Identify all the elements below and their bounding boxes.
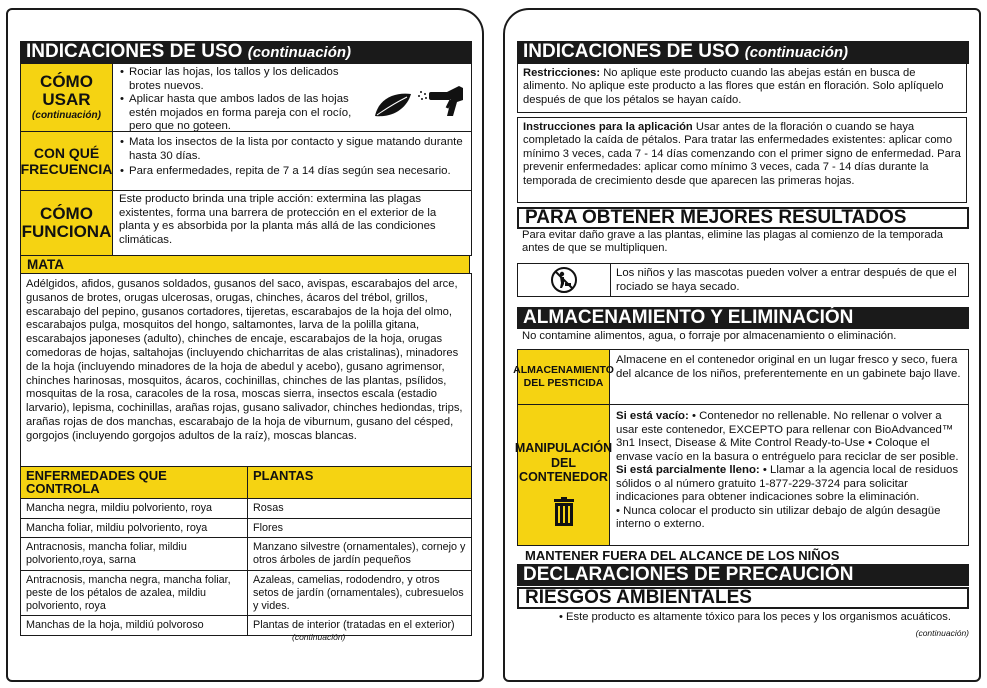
precaucion-title: DECLARACIONES DE PRECAUCIÓN	[517, 564, 969, 586]
como-usar-bullet-2: • Aplicar hasta que ambos lados de las hojas estén mojados en forma pareja con el rocío, pero que no goteen.	[119, 93, 371, 134]
funciona-label-l2: FUNCIONA	[21, 222, 112, 241]
almac-title: ALMACENAMIENTO Y ELIMINACIÓN	[517, 307, 969, 329]
frecuencia-text	[119, 136, 467, 179]
ninos-box	[517, 263, 969, 297]
mata-box	[20, 273, 472, 467]
left-continued: (continuación)	[292, 632, 346, 642]
manipulacion-label	[514, 405, 613, 545]
table-cell: Antracnosis, mancha foliar, mildiu polvoriento,roya, sarna	[21, 538, 248, 571]
table-cell: Manzano silvestre (ornamentales), cornejo y otros árboles de jardín pequeños	[248, 538, 472, 571]
table-header-plants: PLANTAS	[248, 467, 472, 499]
funciona-text: Este producto brinda una triple acción: extermina las plagas existentes, forma una barrera de protección en el exterior de la planta y es absorbida por la planta más allá de las condiciones climáticas.	[119, 193, 437, 246]
no-children-pets-icon	[550, 266, 578, 294]
table-cell: Azaleas, camelias, rododendro, y otros setos de jardín (ornamentales), cubresuelos y vides.	[248, 571, 472, 616]
mejores-title: PARA OBTENER MEJORES RESULTADOS	[517, 207, 969, 229]
vacio-text: • Contenedor no rellenable. No rellenar o volver a usar este contenedor, EXCEPTO para rellenar con BioAdvanced™ 3n1 Insect, Disease & Mite Control Ready-to-Use • Coloque el envase vacío en la basura o entréguelo para reciclar de ser posible.	[616, 410, 959, 463]
aplicacion-label: Instrucciones para la aplicación	[523, 121, 693, 133]
almacenamiento-label	[513, 350, 614, 404]
almacenamiento-text: Almacene en el contenedor original en un lugar fresco y seco, fuera del alcance de los niños, preferentemente en un gabinete bajo llave.	[616, 354, 961, 380]
como-usar-bullet-1: • Rociar las hojas, los tallos y los delicados brotes nuevos.	[119, 66, 371, 93]
frecuencia-label-l1: CON QUÉ	[33, 145, 100, 161]
riesgos-title: RIESGOS AMBIENTALES	[517, 587, 969, 609]
table-cell: Manchas de la hoja, mildiú polvoroso	[21, 616, 248, 636]
aplicacion-text: Usar antes de la floración o cuando se haya completado la caída de pétalos. Para tratar las enfermedades existentes: aplicar como mínimo 3 veces, cada 7 - 14 días comenzando con el primer signo de enfermedad. Para prevenir enfermedades: aplicar como mínimo 3 veces, cada 7 - 14 días durante la temporada de crecimiento desde que aparecen las primeras hojas.	[523, 121, 961, 187]
mata-title: MATA	[20, 255, 470, 274]
restricciones-label: Restricciones:	[523, 67, 601, 79]
como-usar-label-l2: USAR	[42, 90, 91, 109]
left-header-subtitle: (continuación)	[247, 44, 352, 61]
keep-out-text: MANTENER FUERA DEL ALCANCE DE LOS NIÑOS	[525, 548, 840, 563]
manipulacion-label-l1: MANIPULACIÓN	[514, 441, 613, 455]
frecuencia-label-l2: FRECUENCIA	[20, 161, 113, 177]
trash-can-icon	[551, 497, 577, 527]
riesgos-text: • Este producto es altamente tóxico para los peces y los organismos acuáticos.	[559, 611, 951, 623]
vacio-label: Si está vacío:	[616, 410, 689, 422]
table-header-row	[21, 467, 472, 499]
diseases-table	[20, 466, 472, 636]
manipulacion-text	[616, 410, 964, 532]
funciona-section	[20, 190, 472, 256]
manipulacion-section	[514, 404, 969, 546]
left-header	[20, 41, 472, 64]
table-row	[21, 538, 472, 571]
manipulacion-label-l3: CONTENEDOR	[519, 470, 608, 484]
como-usar-section	[20, 63, 472, 132]
almacenamiento-section	[513, 349, 969, 405]
right-continued: (continuación)	[915, 628, 969, 638]
como-usar-label	[21, 64, 113, 131]
almacenamiento-label-l1: ALMACENAMIENTO	[513, 364, 614, 376]
right-header-subtitle: (continuación)	[744, 44, 849, 61]
right-header-title: INDICACIONES DE USO	[523, 41, 740, 62]
como-usar-label-l1: CÓMO	[40, 72, 93, 91]
ninos-text: Los niños y las mascotas pueden volver a entrar después de que el rociado se haya secado.	[616, 267, 957, 293]
right-page	[503, 8, 981, 682]
aplicacion-box	[517, 117, 967, 203]
almacenamiento-label-l2: DEL PESTICIDA	[523, 377, 604, 389]
right-header	[517, 41, 969, 64]
lleno-text: • Llamar a la agencia local de residuos sólidos o al número gratuito 1-877-229-3724 para solicitar indicaciones para obtener indicaciones sobre la eliminación.	[616, 464, 959, 503]
frecuencia-label	[21, 132, 113, 190]
como-usar-text	[119, 66, 371, 134]
lleno-label: Si está parcialmente lleno:	[616, 464, 760, 476]
table-cell: Rosas	[248, 499, 472, 519]
ninos-icon-cell	[518, 264, 611, 296]
table-cell: Flores	[248, 518, 472, 538]
funciona-label	[21, 191, 113, 255]
almac-intro: No contamine alimentos, agua, o forraje por almacenamiento o eliminación.	[522, 330, 897, 342]
table-cell: Mancha foliar, mildiu polvoriento, roya	[21, 518, 248, 538]
spray-bottle-icon	[417, 76, 467, 120]
left-page	[6, 8, 484, 682]
table-row	[21, 571, 472, 616]
table-row	[21, 616, 472, 636]
restricciones-box	[517, 63, 967, 113]
left-header-title: INDICACIONES DE USO	[26, 41, 243, 62]
table-cell: Antracnosis, mancha negra, mancha foliar, peste de los pétalos de azalea, mildiu polvoriento, roya	[21, 571, 248, 616]
mata-text: Adélgidos, afidos, gusanos soldados, gusanos del saco, avispas, escarabajos del arce, gusanos de brotes, orugas ulcerosas, orugas, chinches, ácaros del trébol, grillos, escarabajo del pepino, gusanos cortadores, tijeretas, escarabajos de la hoja del olmo, escarabajos pulga, mosquitos del hongo, saltamontes, larva de la polilla gitana, escarabajos japoneses (adulto), chinches de encaje, escarabajos de la hoja, orugas comedoras de hojas, saltahojas (incluyendo chicharritas de alas cristalinas), minadores de la hoja (incluyendo minadores de la hoja de abedul y acebo), gusano agrimensor, chinches harinosas, mosquitos, ácaros, cochinillas, chinches de las plantas, psílidos, mosquitas de la rosa, caracoles de la rosa, moscas sierra, insectos escala (estadio larvario), lepisma, cochinillas, arañas rojas, gusano salivador, chinches hediondas, trips, arañas rojas de dos manchas, escarabajo de la hoja de viburnum, gusano del césped, gorgojos (incluyendo gorgojos adultos de la raíz), moscas blancas.	[26, 278, 463, 442]
manipulacion-label-l2: DEL	[551, 455, 576, 470]
table-row	[21, 518, 472, 538]
como-usar-label-l3: (continuación)	[32, 110, 101, 121]
table-cell: Plantas de interior (tratadas en el exterior)	[248, 616, 472, 636]
nunca-text: • Nunca colocar el producto sin utilizar debajo de algún desagüe interno o externo.	[616, 504, 941, 530]
table-header-diseases: ENFERMEDADES QUE CONTROLA	[21, 467, 248, 499]
table-cell: Mancha negra, mildiu polvoriento, roya	[21, 499, 248, 519]
frecuencia-section	[20, 131, 472, 191]
funciona-label-l1: CÓMO	[40, 204, 93, 223]
mejores-text: Para evitar daño grave a las plantas, elimine las plagas al comienzo de la temporada antes de que se multipliquen.	[522, 229, 944, 255]
frecuencia-bullet-1: • Mata los insectos de la lista por contacto y sigue matando durante hasta 30 días.	[119, 136, 467, 163]
leaf-icon	[373, 90, 413, 120]
restricciones-text: No aplique este producto cuando las abejas están en busca de alimento. No aplique este producto a las flores que están en floración. Solo aplíquelo después de que los pétalos se hayan caído.	[523, 67, 944, 106]
frecuencia-bullet-2: • Para enfermedades, repita de 7 a 14 días según sea necesario.	[119, 165, 467, 179]
table-row	[21, 499, 472, 519]
